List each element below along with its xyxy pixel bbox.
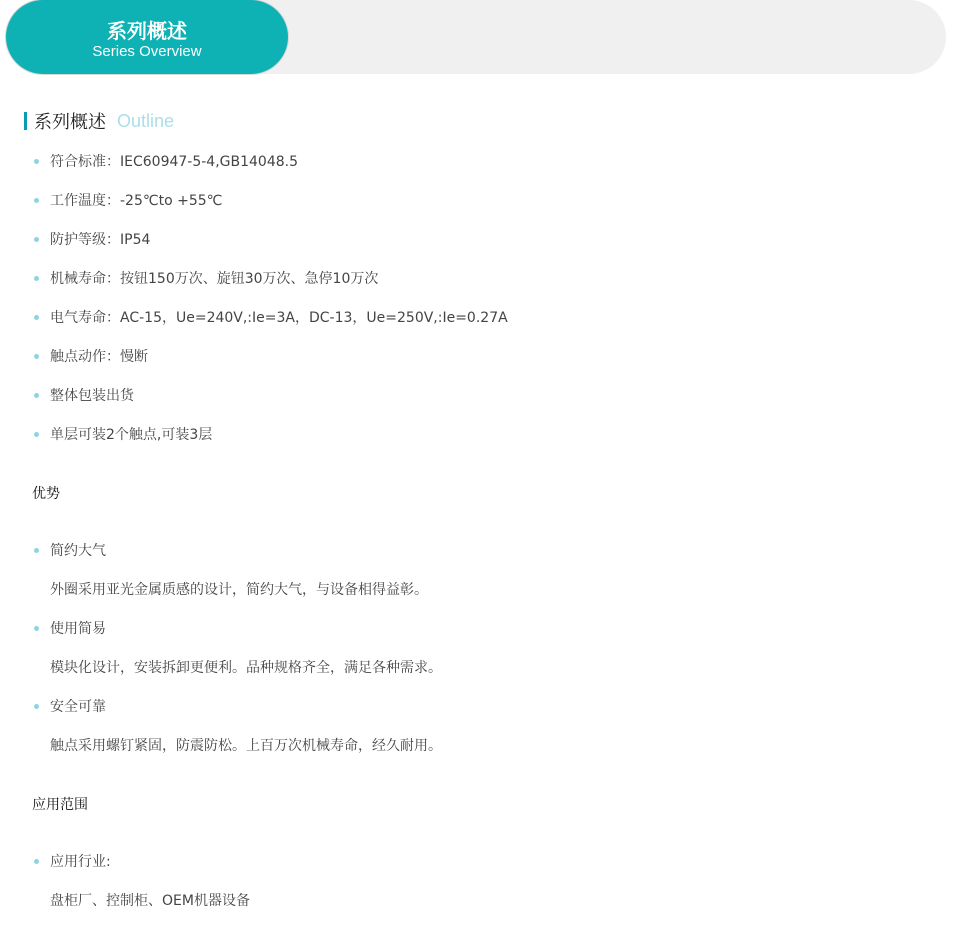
bullet-dot — [34, 432, 39, 437]
spec-text: 符合标准：IEC60947-5-4,GB14048.5 — [50, 154, 299, 170]
spec-text: 防护等级：IP54 — [50, 232, 151, 248]
advantage-desc: 外圈采用亚光金属质感的设计，简约大气，与设备相得益彰。 — [50, 582, 428, 598]
application-heading: 应用范围 — [32, 797, 88, 813]
section-title-en: Outline — [117, 110, 175, 131]
advantage-item — [36, 542, 106, 560]
header-subtitle: Series Overview — [92, 43, 202, 60]
advantages-heading: 优势 — [32, 486, 60, 502]
advantage-desc: 触点采用螺钉紧固，防震防松。上百万次机械寿命，经久耐用。 — [50, 738, 442, 754]
advantage-label: 使用简易 — [50, 621, 106, 637]
spec-item — [36, 153, 298, 171]
header-title: 系列概述 — [107, 19, 187, 43]
spec-text: 电气寿命：AC-15，Ue=240V,:Ie=3A，DC-13，Ue=250V,:Ie=0.27A — [50, 310, 508, 326]
section-marker — [24, 112, 27, 130]
bullet-dot — [34, 159, 39, 164]
section-heading — [24, 110, 174, 132]
bullet-dot — [34, 859, 39, 864]
spec-text: 整体包装出货 — [50, 388, 134, 404]
bullet-dot — [34, 548, 39, 553]
application-desc: 盘柜厂、控制柜、OEM机器设备 — [50, 893, 250, 909]
advantage-item — [36, 620, 106, 638]
bullet-dot — [34, 354, 39, 359]
bullet-dot — [34, 237, 39, 242]
header-tab — [6, 0, 288, 74]
bullet-dot — [34, 276, 39, 281]
spec-text: 单层可装2个触点,可装3层 — [50, 427, 213, 443]
advantage-label: 简约大气 — [50, 543, 106, 559]
spec-text: 触点动作：慢断 — [50, 349, 148, 365]
spec-item — [36, 231, 150, 249]
application-label: 应用行业: — [50, 854, 111, 870]
spec-item — [36, 192, 222, 210]
spec-text: 机械寿命：按钮150万次、旋钮30万次、急停10万次 — [50, 271, 379, 287]
spec-item — [36, 387, 134, 405]
section-title: 系列概述 — [34, 112, 106, 133]
bullet-dot — [34, 315, 39, 320]
spec-text: 工作温度：-25℃to +55℃ — [50, 193, 223, 209]
advantage-label: 安全可靠 — [50, 699, 106, 715]
spec-item — [36, 348, 148, 366]
bullet-dot — [34, 626, 39, 631]
bullet-dot — [34, 704, 39, 709]
spec-item — [36, 270, 378, 288]
bullet-dot — [34, 198, 39, 203]
spec-item — [36, 426, 212, 444]
bullet-dot — [34, 393, 39, 398]
application-item — [36, 853, 111, 871]
advantage-desc: 模块化设计，安装拆卸更便利。品种规格齐全，满足各种需求。 — [50, 660, 442, 676]
spec-item — [36, 309, 508, 327]
advantage-item — [36, 698, 106, 716]
